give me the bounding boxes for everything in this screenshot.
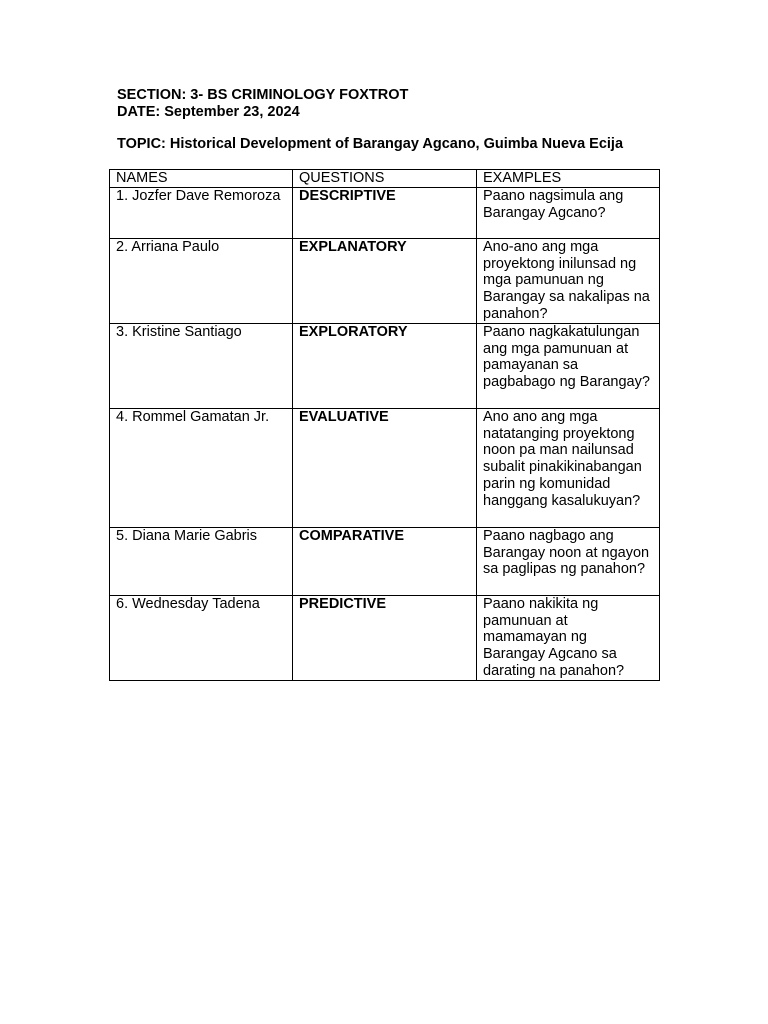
table-row — [110, 187, 660, 238]
topic-line: TOPIC: Historical Development of Barangay Agcano, Guimba Nueva Ecija — [117, 136, 624, 152]
question-type-cell: PREDICTIVE — [293, 595, 477, 680]
question-type-cell: COMPARATIVE — [293, 527, 477, 595]
table-row — [110, 595, 660, 680]
date-line: DATE: September 23, 2024 — [117, 103, 300, 120]
column-header-examples: EXAMPLES — [477, 170, 660, 188]
table-row — [110, 527, 660, 595]
section-line: SECTION: 3- BS CRIMINOLOGY FOXTROT — [117, 87, 409, 103]
column-header-names: NAMES — [110, 170, 293, 188]
name-cell: 3. Kristine Santiago — [110, 323, 293, 408]
question-type-cell: EVALUATIVE — [293, 408, 477, 527]
table-row — [110, 323, 660, 408]
name-cell: 1. Jozfer Dave Remoroza — [110, 187, 293, 238]
example-cell: Ano ano ang mga natatanging proyektong noon pa man nailunsad subalit pinakikinabangan parin ng komunidad hanggang kasalukuyan? — [477, 408, 660, 527]
name-cell: 4. Rommel Gamatan Jr. — [110, 408, 293, 527]
example-cell: Ano-ano ang mga proyektong inilunsad ng mga pamunuan ng Barangay sa nakalipas na panahon? — [477, 238, 660, 323]
table-row — [110, 238, 660, 323]
table-header-row — [110, 170, 660, 188]
column-header-questions: QUESTIONS — [293, 170, 477, 188]
example-cell: Paano nagkakatulungan ang mga pamunuan at pamayanan sa pagbabago ng Barangay? — [477, 323, 660, 408]
name-cell: 6. Wednesday Tadena — [110, 595, 293, 680]
question-type-cell: EXPLANATORY — [293, 238, 477, 323]
name-cell: 5. Diana Marie Gabris — [110, 527, 293, 595]
example-cell: Paano nagsimula ang Barangay Agcano? — [477, 187, 660, 238]
example-cell: Paano nakikita ng pamunuan at mamamayan ng Barangay Agcano sa darating na panahon? — [477, 595, 660, 680]
document-header — [117, 87, 657, 120]
name-cell: 2. Arriana Paulo — [110, 238, 293, 323]
table-row — [110, 408, 660, 527]
question-type-cell: DESCRIPTIVE — [293, 187, 477, 238]
question-type-cell: EXPLORATORY — [293, 323, 477, 408]
example-cell: Paano nagbago ang Barangay noon at ngayon sa paglipas ng panahon? — [477, 527, 660, 595]
assignment-table — [109, 169, 660, 681]
